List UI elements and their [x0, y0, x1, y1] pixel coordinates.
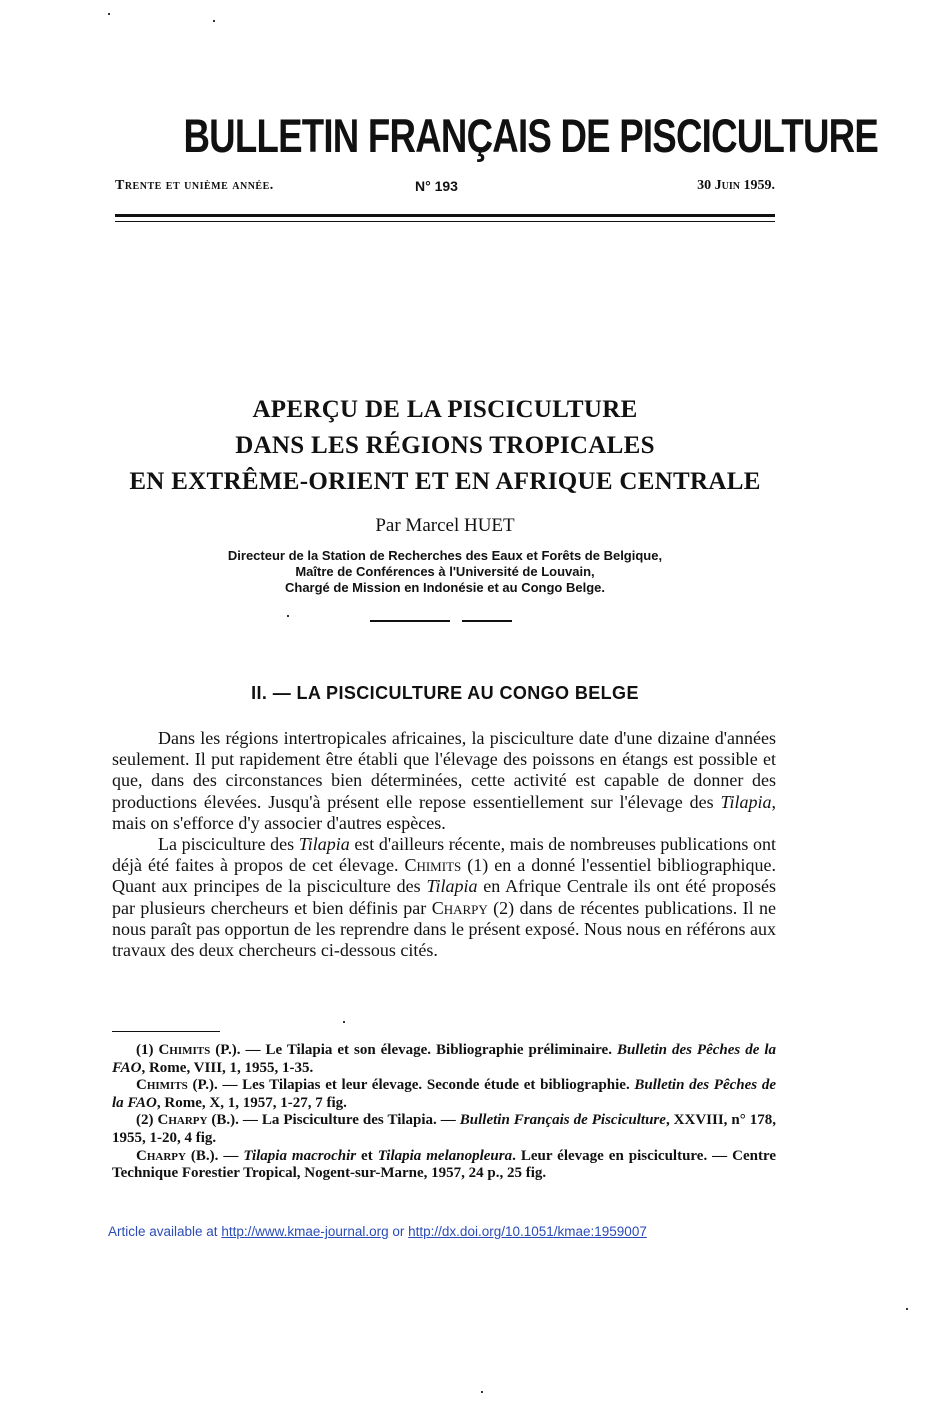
affiliation-line-3: Chargé de Mission en Indonésie et au Congo Belge.	[285, 580, 605, 595]
author-line: Par Marcel HUET	[375, 515, 515, 536]
footnote-number: (1)	[136, 1042, 159, 1058]
speck	[481, 1391, 483, 1393]
text-run: (1) en a donné l'essentiel bibliographique. Quant aux principes de la pisciculture des	[112, 855, 776, 897]
paragraph	[112, 728, 776, 834]
author-name: Charpy	[157, 1112, 208, 1129]
text-run: . Leur élevage en pisciculture. — Centre Technique Forestier Tropical, Nogent-sur-Marne, 1957, 24 p., 25 fig.	[112, 1147, 777, 1182]
text-run: est d'ailleurs récente, mais de nombreuses publications ont déjà été faites à propos de cet élevage.	[112, 834, 776, 876]
italic-term: Tilapia melanopleura	[377, 1147, 513, 1164]
speck	[906, 1308, 908, 1310]
speck	[287, 615, 289, 617]
separator-rule	[462, 620, 512, 622]
journal-title: Bulletin des Pêches de la FAO	[112, 1042, 776, 1076]
italic-term: Tilapia	[298, 834, 350, 855]
article-availability	[108, 1224, 647, 1239]
title-line-2: DANS LES RÉGIONS TROPICALES	[235, 432, 655, 459]
journal-masthead: BULLETIN FRANÇAIS DE PISCICULTURE	[183, 109, 879, 162]
text-run: (P.). — Les Tilapias et leur élevage. Seconde étude et bibliographie.	[187, 1077, 635, 1094]
article-title	[100, 392, 790, 500]
journal-title: Bulletin Français de Pisciculture	[459, 1112, 666, 1129]
footnote	[112, 1042, 776, 1077]
speck	[213, 20, 215, 22]
author-name: Chimits	[136, 1077, 188, 1094]
italic-term: Tilapia	[720, 791, 772, 812]
text-run: , Rome, VIII, 1, 1955, 1-35.	[141, 1059, 314, 1076]
author-name: Charpy	[136, 1147, 186, 1164]
title-line-1: APERÇU DE LA PISCICULTURE	[252, 396, 638, 423]
text-run: et	[356, 1147, 378, 1164]
speck	[108, 13, 110, 15]
speck	[343, 1021, 345, 1023]
doi-link[interactable]: http://dx.doi.org/10.1051/kmae:1959007	[408, 1224, 647, 1239]
text-run: , XXVIII, n° 178, 1955, 1-20, 4 fig.	[112, 1112, 777, 1146]
author-name: Charpy	[431, 897, 488, 918]
footnote	[112, 1112, 776, 1147]
availability-connector: or	[388, 1224, 409, 1239]
text-run: (B.). — La Pisciculture des Tilapia. —	[207, 1112, 460, 1129]
title-line-3: EN EXTRÊME-ORIENT ET EN AFRIQUE CENTRALE	[129, 468, 761, 495]
author-affiliation	[100, 548, 790, 596]
text-run: en Afrique Centrale ils ont été proposés par plusieurs chercheurs et bien définis par	[112, 876, 776, 918]
affiliation-line-1: Directeur de la Station de Recherches des Eaux et Forêts de Belgique,	[227, 548, 663, 563]
section-heading: II. — LA PISCICULTURE AU CONGO BELGE	[251, 683, 639, 703]
italic-term: Tilapia macrochir	[243, 1147, 357, 1164]
header-rule-thick	[115, 214, 775, 217]
separator-rule	[370, 620, 450, 622]
header-rule-thin	[115, 221, 775, 222]
text-run: La pisciculture des	[158, 834, 299, 855]
issue-info-row	[115, 178, 775, 198]
author-name: Chimits	[404, 855, 462, 876]
paragraph	[112, 834, 776, 961]
footnote-number: (2)	[136, 1112, 158, 1129]
journal-link[interactable]: http://www.kmae-journal.org	[221, 1224, 389, 1239]
issue-number: N° 193	[415, 178, 458, 194]
availability-prefix: Article available at	[108, 1224, 222, 1239]
footnote	[112, 1077, 776, 1112]
text-run: Dans les régions intertropicales africaines, la pisciculture date d'une dizaine d'années seulement. Il put rapidement être établi que l'élevage des poissons en étangs est possible et que, dans des circonstances bien déterminées, cette activité est capable de donner des productions élevées. Jusqu'à présent elle repose essentiellement sur l'élevage des	[112, 728, 776, 812]
footnote-rule	[112, 1031, 220, 1032]
issue-date: 30 Juin 1959.	[697, 178, 775, 193]
text-run: (2) dans de récentes publications. Il ne nous paraît pas opportun de les reprendre dans le présent exposé. Nous nous en référons aux travaux des deux chercheurs ci-dessous cités.	[112, 897, 776, 961]
author-name: Chimits	[158, 1042, 211, 1058]
italic-term: Tilapia	[426, 876, 478, 897]
affiliation-line-2: Maître de Conférences à l'Université de Louvain,	[295, 564, 595, 579]
text-run: (P.). — Le Tilapia et son élevage. Bibliographie préliminaire.	[210, 1042, 617, 1058]
body-text	[112, 728, 776, 961]
text-run: (B.). —	[185, 1147, 244, 1164]
footnote	[112, 1148, 776, 1183]
text-run: , mais on s'efforce d'y associer d'autres espèces.	[112, 791, 776, 833]
journal-title: Bulletin des Pêches de la FAO	[112, 1077, 776, 1111]
footnotes	[112, 1042, 776, 1183]
text-run: , Rome, X, 1, 1957, 1-27, 7 fig.	[156, 1094, 347, 1111]
issue-year: Trente et unième année.	[115, 178, 274, 193]
